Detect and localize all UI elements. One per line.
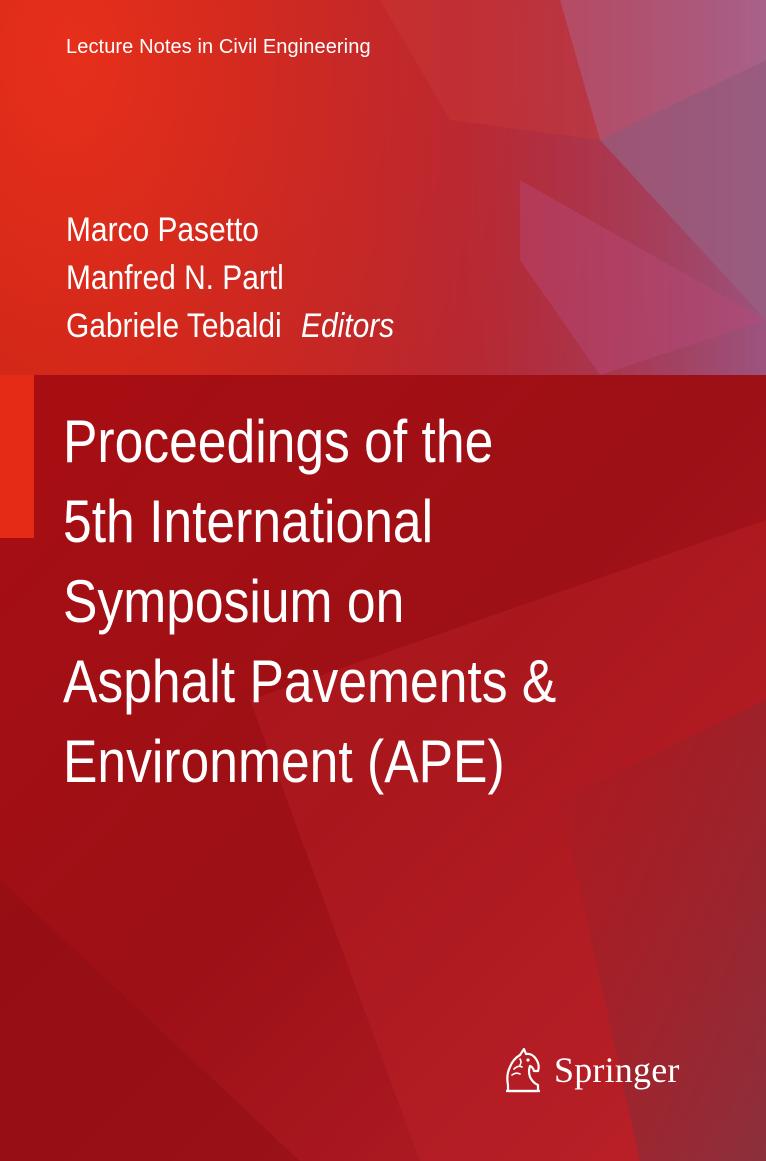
publisher-name: Springer xyxy=(554,1050,680,1090)
title-line: Asphalt Pavements & xyxy=(63,648,557,715)
editors-list xyxy=(66,206,394,350)
title-line: Symposium on xyxy=(63,568,405,635)
title-line: Proceedings of the xyxy=(63,408,494,475)
editor-name-text: Gabriele Tebaldi xyxy=(66,307,282,345)
title-line: Environment (APE) xyxy=(63,728,505,795)
editors-label: Editors xyxy=(301,307,395,345)
editor-name: Manfred N. Partl xyxy=(66,259,284,297)
book-title xyxy=(63,402,556,802)
editor-name xyxy=(66,302,394,350)
publisher-logo xyxy=(500,1040,680,1100)
springer-horse-icon xyxy=(500,1045,544,1095)
editor-name: Marco Pasetto xyxy=(66,211,259,249)
title-line: 5th International xyxy=(63,488,434,555)
series-title: Lecture Notes in Civil Engineering xyxy=(66,36,371,58)
